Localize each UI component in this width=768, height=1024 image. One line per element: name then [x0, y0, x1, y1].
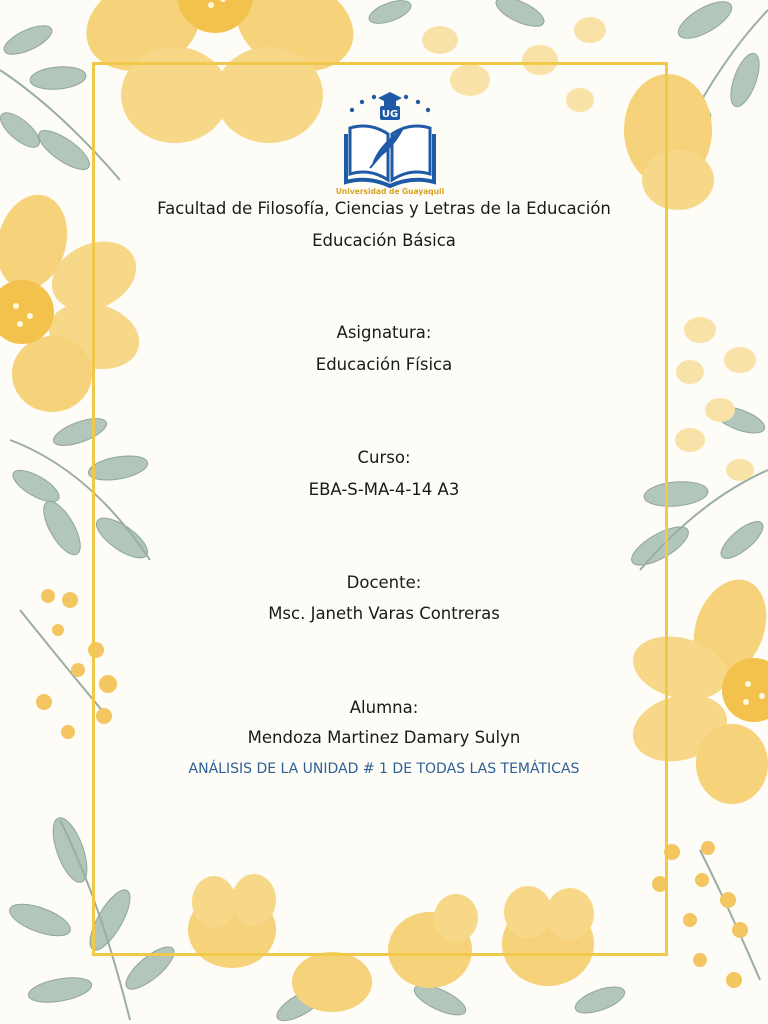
- gold-frame: [92, 62, 668, 956]
- ug-letters: [380, 106, 400, 120]
- course-label: Curso:: [357, 448, 411, 467]
- teacher-label: Docente:: [346, 573, 422, 592]
- logo-wordmark: Universidad de Guayaquil: [335, 187, 445, 196]
- student-label: Alumna:: [349, 698, 419, 717]
- svg-text:UG: UG: [381, 109, 399, 120]
- program-name: Educación Básica: [312, 231, 456, 250]
- graduation-cap-icon: [378, 92, 402, 106]
- faculty-name: Facultad de Filosofía, Ciencias y Letras de la Educación: [157, 199, 611, 218]
- subject-label: Asignatura:: [336, 323, 432, 342]
- course-value: EBA-S-MA-4-14 A3: [308, 480, 460, 499]
- university-logo: [334, 88, 446, 196]
- open-book-icon: [346, 126, 434, 186]
- teacher-value: Msc. Janeth Varas Contreras: [268, 604, 500, 623]
- document-title: ANÁLISIS DE LA UNIDAD # 1 DE TODAS LAS TEMÁTICAS: [188, 761, 580, 777]
- student-value: Mendoza Martinez Damary Sulyn: [247, 728, 521, 747]
- subject-value: Educación Física: [315, 355, 453, 374]
